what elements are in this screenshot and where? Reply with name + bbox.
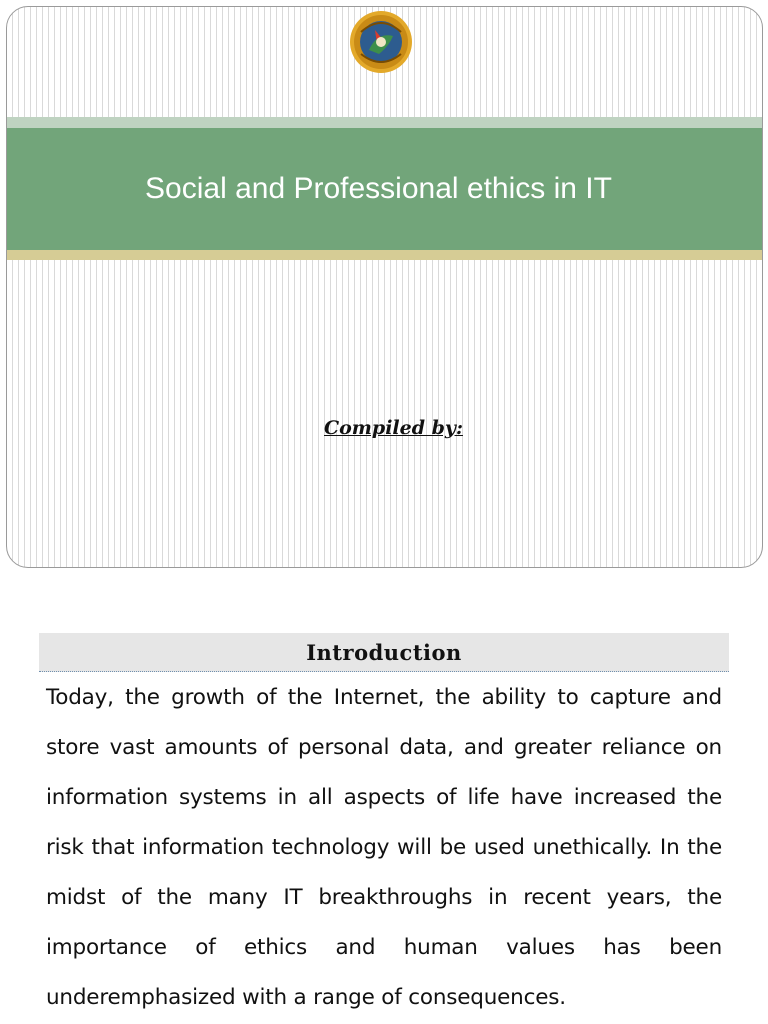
compiled-by-label: Compiled by: [324,417,463,439]
introduction-heading-bar [39,633,729,672]
slide-title: Social and Professional ethics in IT [145,172,612,205]
introduction-heading: Introduction [306,639,462,665]
university-seal-icon [349,10,413,74]
introduction-paragraph: Today, the growth of the Internet, the ability to capture and store vast amounts of personal data, and greater reliance on information systems in all aspects of life have increased the risk that information technology will be used unethically. In the midst of the many IT breakthroughs in recent years, the importance of ethics and human values has been underemphasized with a range of consequences. [46,685,722,1010]
accent-band-top [7,117,762,128]
title-slide [6,6,763,568]
accent-band-bottom [7,250,762,260]
